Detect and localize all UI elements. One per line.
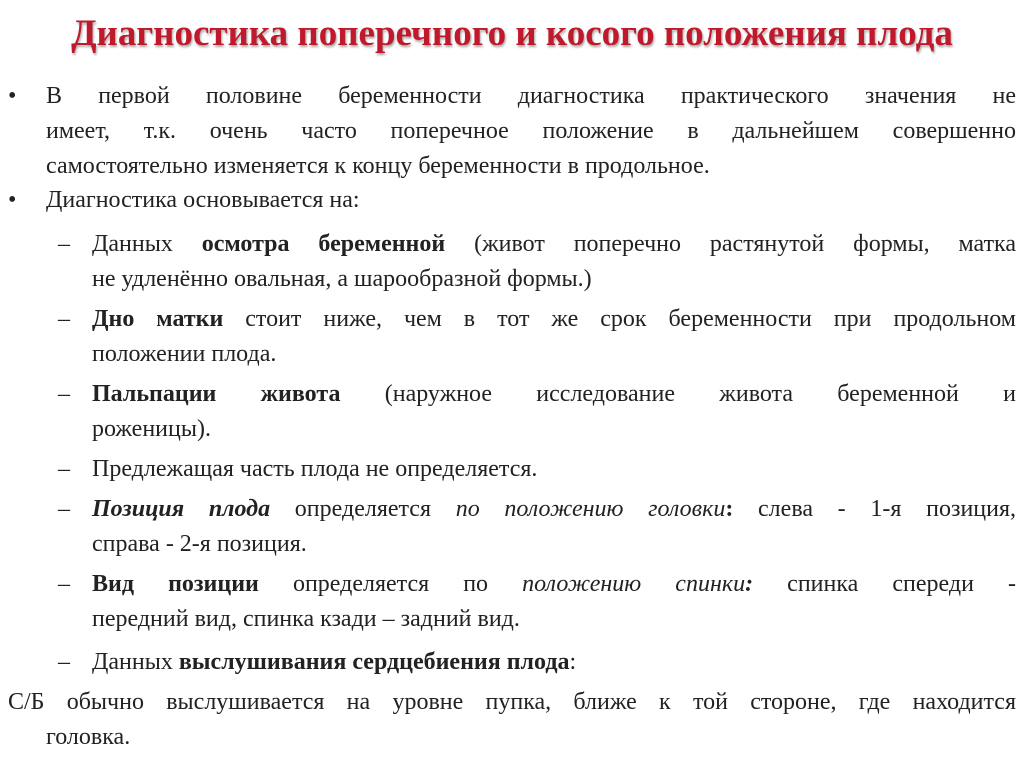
dash-marker: – [58,571,70,597]
dash-item-1 [58,227,1017,297]
dash-marker: – [58,649,70,675]
dash-rest: слева - 1-я позиция, [733,496,1017,522]
dash-rest: (наружное исследование живота беременной и [340,381,1017,407]
bullet-line: В первой половине беременности диагностика практического значения не [46,83,1016,109]
dash-line: не удленённо овальная, а шарообразной формы.) [92,266,592,292]
dash-prefix: Данных [92,231,202,257]
footer-paragraph [8,685,1016,755]
dash-bold: Дно матки [92,306,224,332]
dash-suffix: : [569,649,577,675]
dash-marker: – [58,306,70,332]
bullet-marker: • [8,83,17,109]
dash-line [92,377,1016,412]
dash-item-7 [58,645,1016,680]
dash-bold-italic: Позиция плода [92,496,271,522]
bullet-line: имеет, т.к. очень часто поперечное положение в дальнейшем совершенно [46,118,1016,144]
dash-item-4 [58,452,1016,487]
dash-colon: : [725,496,734,522]
dash-prefix: Данных [92,649,179,675]
bullet-text: Диагностика основывается на: [46,187,360,213]
dash-line [92,227,1016,262]
dash-item-2 [58,302,1016,372]
dash-line [92,645,1016,680]
dash-line: роженицы). [92,416,211,442]
dash-bold: выслушивания сердцебиения плода [178,649,570,675]
dash-line: передний вид, спинка кзади – задний вид. [92,606,520,632]
dash-bold: Вид позиции [92,571,259,597]
dash-item-6 [58,567,1016,637]
dash-line: положении плода. [92,341,277,367]
dash-italic: по положению головки [455,496,726,522]
bullet-line: самостоятельно изменяется к концу беременности в продольное. [46,153,710,179]
dash-item-5 [58,492,1017,562]
dash-line [92,302,1016,337]
dash-line: справа - 2-я позиция. [92,531,307,557]
dash-marker: – [58,231,70,257]
dash-mid: определяется [270,496,456,522]
dash-line [92,492,1016,527]
dash-bold: Пальпации живота [92,381,341,407]
dash-item-3 [58,377,1017,447]
bullet-marker: • [8,187,17,213]
dash-mid: определяется по [258,571,523,597]
dash-rest: (живот поперечно растянутой формы, матка [445,231,1017,257]
dash-italic: положению спинки [522,571,746,597]
dash-rest: стоит ниже, чем в тот же срок беременности при продольном [223,306,1016,332]
bullet-item-1 [8,79,1016,184]
slide-title: Диагностика поперечного и косого положения плода [71,13,953,54]
footer-line: головка. [46,724,131,750]
dash-marker: – [58,496,70,522]
dash-marker: – [58,456,70,482]
bullet-item-2 [8,183,1016,218]
footer-line: С/Б обычно выслушивается на уровне пупка, ближе к той стороне, где находится [8,689,1016,715]
dash-rest: спинка спереди - [753,571,1016,597]
dash-marker: – [58,381,70,407]
dash-bold: осмотра беременной [201,231,446,257]
dash-line [92,567,1016,602]
dash-text: Предлежащая часть плода не определяется. [92,456,538,482]
dash-colon: : [745,571,754,597]
